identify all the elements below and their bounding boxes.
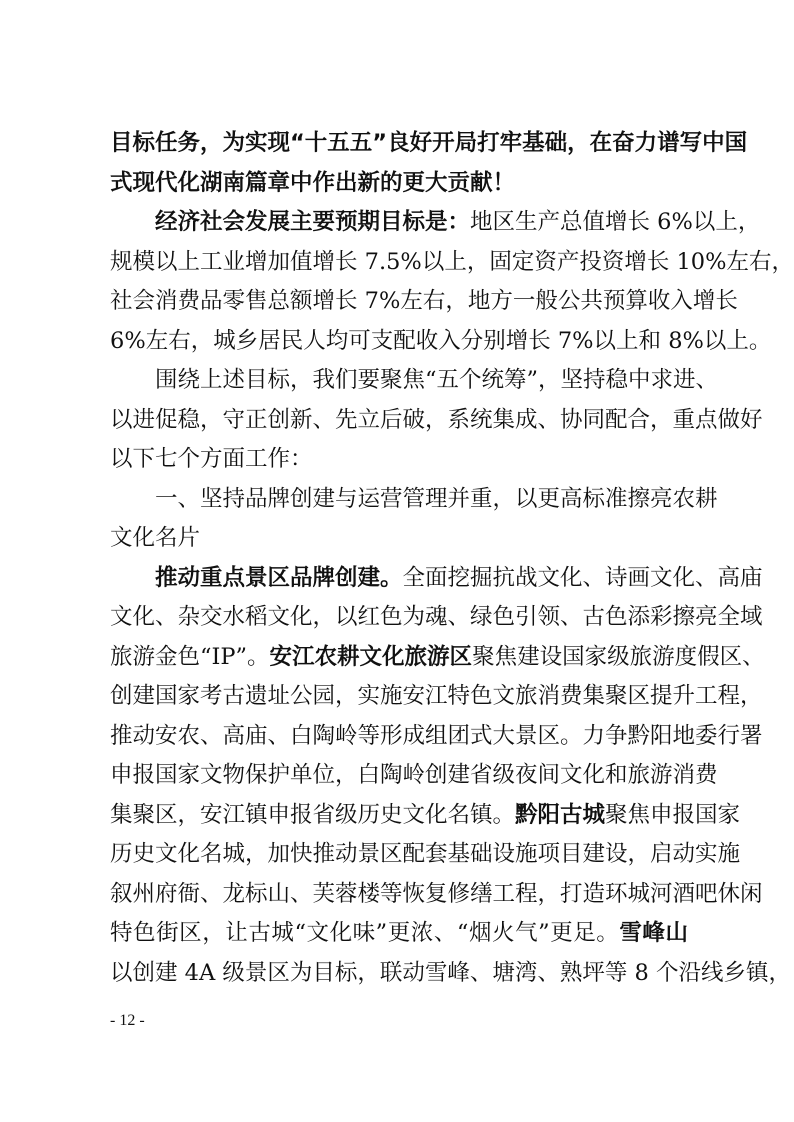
text-line-13: 文化、杂交水稻文化，以红色为魂、绿色引领、古色添彩擦亮全域	[110, 604, 763, 630]
anjiang-zone-name: 安江农耕文化旅游区	[269, 643, 473, 670]
anjiang-zone-text: 聚焦建设国家级旅游度假区、	[472, 643, 765, 670]
text-line-6: 6%左右，城乡居民人均可支配收入分别增长 7%以上和 8%以上。	[110, 327, 772, 354]
targets-heading: 经济社会发展主要预期目标是：	[155, 209, 471, 235]
text-line-4: 规模以上工业增加值增长 7.5%以上，固定资产投资增长 10%左右，	[110, 248, 794, 275]
scenic-brand-text: 全面挖掘抗战文化、诗画文化、高庙	[402, 564, 763, 591]
subheading-scenic-brand: 推动重点景区品牌创建。	[155, 564, 403, 591]
old-town-street-text: 特色街区，让古城“文化味”更浓、“烟火气”更足。	[110, 920, 620, 946]
text-line-14	[110, 638, 765, 678]
text-line-9: 以下七个方面工作：	[110, 446, 313, 472]
text-line-8: 以进促稳，守正创新、先立后破，系统集成、协同配合，重点做好	[110, 406, 763, 433]
document-body	[110, 124, 794, 993]
text-line-19: 历史文化名城，加快推动景区配套基础设施项目建设，启动实施	[110, 841, 741, 867]
text-line-15: 创建国家考古遗址公园，实施安江特色文旅消费集聚区提升工程，	[110, 683, 763, 709]
text-line-3	[110, 203, 761, 243]
page-number: - 12 -	[110, 1012, 145, 1029]
qianyang-old-town-name: 黔阳古城	[515, 801, 606, 828]
section-heading-line-1: 一、坚持品牌创建与运营管理并重，以更高标准擦亮农耕	[155, 485, 718, 512]
targets-text: 地区生产总值增长 6%以上，	[470, 209, 761, 235]
text-line-5: 社会消费品零售总额增长 7%左右，地方一般公共预算收入增长	[110, 288, 738, 314]
text-line-22: 以创建 4A 级景区为目标，联动雪峰、塘湾、熟坪等 8 个沿线乡镇，	[110, 959, 791, 986]
text-line-20: 叙州府衙、龙标山、芙蓉楼等恢复修缮工程，打造环城河酒吧休闲	[110, 880, 763, 907]
xuefeng-mountain-name: 雪峰山	[619, 920, 688, 946]
text-line-17: 申报国家文物保护单位，白陶岭创建省级夜间文化和旅游消费	[110, 762, 718, 788]
text-line-16: 推动安农、高庙、白陶岭等形成组团式大景区。力争黔阳地委行署	[110, 722, 763, 749]
anjiang-town-text: 集聚区，安江镇申报省级历史文化名镇。	[110, 801, 516, 828]
text-line-2: 式现代化湖南篇章中作出新的更大贡献！	[110, 169, 516, 196]
text-line-21	[110, 914, 688, 954]
text-line-1: 目标任务，为实现“十五五”良好开局打牢基础，在奋力谱写中国	[110, 130, 748, 156]
text-line-12	[110, 559, 763, 599]
gold-ip-text: 旅游金色“IP”。	[110, 643, 270, 670]
text-line-7: 围绕上述目标，我们要聚焦“五个统筹”，坚持稳中求进、	[155, 367, 719, 393]
text-line-18	[110, 796, 741, 836]
section-heading-line-2: 文化名片	[110, 525, 201, 551]
qianyang-old-town-text: 聚焦申报国家	[605, 801, 741, 828]
